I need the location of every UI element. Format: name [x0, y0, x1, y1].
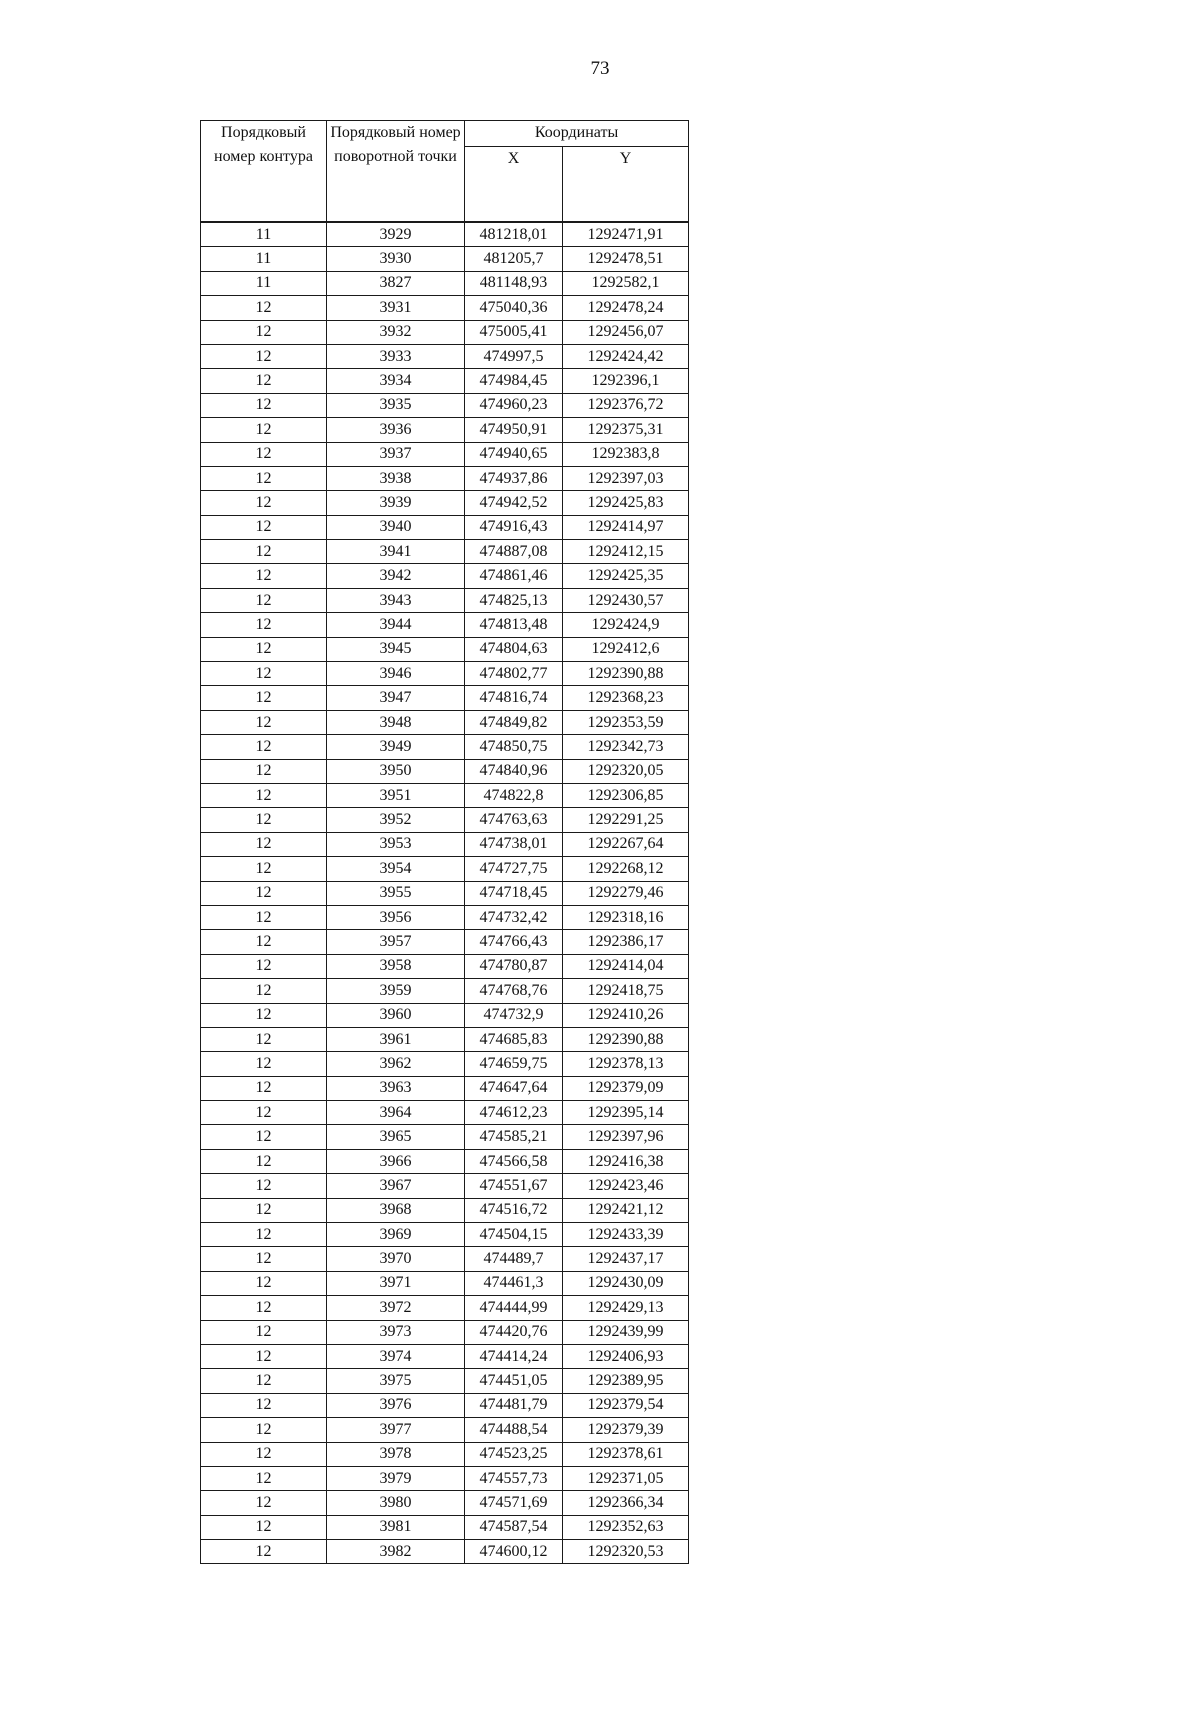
cell-x: 474813,48	[465, 613, 563, 637]
table-row	[201, 1125, 689, 1149]
table-row	[201, 491, 689, 515]
header-x: X	[465, 147, 563, 223]
cell-contour: 12	[201, 296, 327, 320]
cell-y: 1292429,13	[563, 1296, 689, 1320]
cell-point: 3957	[327, 930, 465, 954]
cell-x: 474916,43	[465, 515, 563, 539]
cell-contour: 12	[201, 735, 327, 759]
cell-point: 3943	[327, 588, 465, 612]
cell-y: 1292439,99	[563, 1320, 689, 1344]
cell-x: 474451,05	[465, 1369, 563, 1393]
cell-contour: 12	[201, 808, 327, 832]
cell-x: 474587,54	[465, 1515, 563, 1539]
cell-point: 3961	[327, 1027, 465, 1051]
cell-y: 1292397,96	[563, 1125, 689, 1149]
cell-y: 1292425,83	[563, 491, 689, 515]
cell-contour: 12	[201, 1247, 327, 1271]
cell-point: 3937	[327, 442, 465, 466]
cell-contour: 12	[201, 710, 327, 734]
cell-contour: 12	[201, 686, 327, 710]
cell-x: 475005,41	[465, 320, 563, 344]
cell-point: 3977	[327, 1418, 465, 1442]
cell-point: 3954	[327, 857, 465, 881]
table-row	[201, 1223, 689, 1247]
table-row	[201, 1540, 689, 1564]
cell-point: 3948	[327, 710, 465, 734]
cell-point: 3950	[327, 759, 465, 783]
cell-x: 474685,83	[465, 1027, 563, 1051]
cell-contour: 12	[201, 491, 327, 515]
table-row	[201, 1296, 689, 1320]
cell-y: 1292366,34	[563, 1491, 689, 1515]
cell-y: 1292379,54	[563, 1393, 689, 1417]
table-row	[201, 1491, 689, 1515]
cell-x: 474727,75	[465, 857, 563, 881]
cell-contour: 12	[201, 588, 327, 612]
cell-point: 3946	[327, 662, 465, 686]
cell-point: 3947	[327, 686, 465, 710]
cell-y: 1292390,88	[563, 1027, 689, 1051]
cell-x: 474861,46	[465, 564, 563, 588]
cell-point: 3962	[327, 1052, 465, 1076]
cell-y: 1292395,14	[563, 1101, 689, 1125]
cell-point: 3934	[327, 369, 465, 393]
table-row	[201, 564, 689, 588]
cell-y: 1292478,51	[563, 247, 689, 271]
cell-x: 474780,87	[465, 954, 563, 978]
cell-x: 481218,01	[465, 222, 563, 247]
cell-y: 1292582,1	[563, 271, 689, 295]
cell-point: 3973	[327, 1320, 465, 1344]
cell-contour: 12	[201, 466, 327, 490]
cell-x: 474804,63	[465, 637, 563, 661]
cell-x: 474768,76	[465, 979, 563, 1003]
table-row	[201, 710, 689, 734]
cell-contour: 12	[201, 1418, 327, 1442]
table-row	[201, 271, 689, 295]
cell-y: 1292397,03	[563, 466, 689, 490]
table-row	[201, 1320, 689, 1344]
table-row	[201, 1174, 689, 1198]
cell-point: 3949	[327, 735, 465, 759]
cell-y: 1292386,17	[563, 930, 689, 954]
cell-contour: 12	[201, 564, 327, 588]
cell-point: 3972	[327, 1296, 465, 1320]
cell-x: 474557,73	[465, 1466, 563, 1490]
table-row	[201, 1247, 689, 1271]
cell-point: 3932	[327, 320, 465, 344]
table-row	[201, 905, 689, 929]
cell-x: 474816,74	[465, 686, 563, 710]
cell-contour: 12	[201, 1052, 327, 1076]
cell-y: 1292320,05	[563, 759, 689, 783]
cell-point: 3936	[327, 418, 465, 442]
cell-contour: 12	[201, 783, 327, 807]
cell-y: 1292389,95	[563, 1369, 689, 1393]
cell-y: 1292433,39	[563, 1223, 689, 1247]
cell-x: 474420,76	[465, 1320, 563, 1344]
cell-point: 3970	[327, 1247, 465, 1271]
cell-x: 474802,77	[465, 662, 563, 686]
cell-y: 1292416,38	[563, 1149, 689, 1173]
cell-point: 3955	[327, 881, 465, 905]
cell-contour: 12	[201, 1003, 327, 1027]
table-row	[201, 954, 689, 978]
cell-y: 1292342,73	[563, 735, 689, 759]
cell-y: 1292379,09	[563, 1076, 689, 1100]
table-row	[201, 1149, 689, 1173]
cell-point: 3964	[327, 1101, 465, 1125]
table-row	[201, 979, 689, 1003]
table-row	[201, 1344, 689, 1368]
cell-x: 474997,5	[465, 344, 563, 368]
cell-point: 3976	[327, 1393, 465, 1417]
cell-y: 1292406,93	[563, 1344, 689, 1368]
cell-y: 1292425,35	[563, 564, 689, 588]
cell-contour: 12	[201, 1442, 327, 1466]
cell-contour: 12	[201, 905, 327, 929]
cell-contour: 12	[201, 662, 327, 686]
page-number: 73	[590, 58, 610, 79]
cell-y: 1292279,46	[563, 881, 689, 905]
table-row	[201, 296, 689, 320]
cell-x: 474825,13	[465, 588, 563, 612]
cell-contour: 12	[201, 1076, 327, 1100]
table-row	[201, 1369, 689, 1393]
cell-x: 474763,63	[465, 808, 563, 832]
cell-x: 474481,79	[465, 1393, 563, 1417]
table-row	[201, 466, 689, 490]
cell-contour: 12	[201, 1271, 327, 1295]
cell-y: 1292291,25	[563, 808, 689, 832]
cell-y: 1292396,1	[563, 369, 689, 393]
table-row	[201, 662, 689, 686]
cell-x: 474732,42	[465, 905, 563, 929]
cell-x: 475040,36	[465, 296, 563, 320]
cell-x: 474766,43	[465, 930, 563, 954]
cell-y: 1292352,63	[563, 1515, 689, 1539]
cell-contour: 12	[201, 1540, 327, 1564]
cell-point: 3938	[327, 466, 465, 490]
cell-contour: 12	[201, 1296, 327, 1320]
header-y: Y	[563, 147, 689, 223]
cell-x: 474738,01	[465, 832, 563, 856]
table-row	[201, 1198, 689, 1222]
cell-y: 1292410,26	[563, 1003, 689, 1027]
cell-x: 474523,25	[465, 1442, 563, 1466]
cell-contour: 12	[201, 1344, 327, 1368]
header-contour-number: Порядковый номер контура	[201, 121, 327, 223]
cell-x: 474585,21	[465, 1125, 563, 1149]
cell-y: 1292412,15	[563, 540, 689, 564]
cell-x: 474571,69	[465, 1491, 563, 1515]
cell-x: 474950,91	[465, 418, 563, 442]
cell-x: 474732,9	[465, 1003, 563, 1027]
cell-contour: 12	[201, 637, 327, 661]
table-row	[201, 881, 689, 905]
table-row	[201, 515, 689, 539]
cell-point: 3979	[327, 1466, 465, 1490]
table-row	[201, 735, 689, 759]
cell-x: 474414,24	[465, 1344, 563, 1368]
cell-contour: 12	[201, 1491, 327, 1515]
cell-y: 1292379,39	[563, 1418, 689, 1442]
header-coordinates: Координаты	[465, 121, 689, 147]
cell-x: 474942,52	[465, 491, 563, 515]
cell-y: 1292471,91	[563, 222, 689, 247]
cell-x: 474489,7	[465, 1247, 563, 1271]
cell-contour: 12	[201, 442, 327, 466]
cell-point: 3968	[327, 1198, 465, 1222]
cell-point: 3931	[327, 296, 465, 320]
table-row	[201, 1442, 689, 1466]
cell-contour: 12	[201, 393, 327, 417]
cell-point: 3974	[327, 1344, 465, 1368]
cell-x: 474444,99	[465, 1296, 563, 1320]
cell-point: 3930	[327, 247, 465, 271]
cell-contour: 12	[201, 857, 327, 881]
cell-x: 481148,93	[465, 271, 563, 295]
table-row	[201, 393, 689, 417]
cell-x: 474551,67	[465, 1174, 563, 1198]
cell-contour: 12	[201, 613, 327, 637]
cell-contour: 12	[201, 930, 327, 954]
table-row	[201, 442, 689, 466]
cell-point: 3951	[327, 783, 465, 807]
cell-contour: 12	[201, 320, 327, 344]
table-row	[201, 857, 689, 881]
cell-x: 474612,23	[465, 1101, 563, 1125]
cell-contour: 12	[201, 1101, 327, 1125]
cell-contour: 12	[201, 540, 327, 564]
cell-x: 474461,3	[465, 1271, 563, 1295]
cell-contour: 12	[201, 1198, 327, 1222]
table-header	[201, 121, 689, 223]
cell-x: 474504,15	[465, 1223, 563, 1247]
cell-point: 3958	[327, 954, 465, 978]
cell-y: 1292421,12	[563, 1198, 689, 1222]
cell-y: 1292414,97	[563, 515, 689, 539]
cell-contour: 11	[201, 247, 327, 271]
cell-x: 474488,54	[465, 1418, 563, 1442]
cell-point: 3941	[327, 540, 465, 564]
table-row	[201, 613, 689, 637]
table-row	[201, 1101, 689, 1125]
cell-point: 3978	[327, 1442, 465, 1466]
cell-contour: 12	[201, 759, 327, 783]
cell-x: 474937,86	[465, 466, 563, 490]
cell-x: 474840,96	[465, 759, 563, 783]
cell-y: 1292456,07	[563, 320, 689, 344]
cell-contour: 12	[201, 1027, 327, 1051]
table-row	[201, 247, 689, 271]
cell-y: 1292368,23	[563, 686, 689, 710]
table-row	[201, 1418, 689, 1442]
cell-contour: 11	[201, 222, 327, 247]
cell-x: 474822,8	[465, 783, 563, 807]
cell-y: 1292268,12	[563, 857, 689, 881]
cell-point: 3942	[327, 564, 465, 588]
cell-contour: 12	[201, 1149, 327, 1173]
cell-point: 3929	[327, 222, 465, 247]
cell-point: 3945	[327, 637, 465, 661]
cell-point: 3965	[327, 1125, 465, 1149]
table-row	[201, 344, 689, 368]
table-row	[201, 832, 689, 856]
cell-y: 1292267,64	[563, 832, 689, 856]
cell-x: 474887,08	[465, 540, 563, 564]
table-row	[201, 540, 689, 564]
cell-y: 1292430,09	[563, 1271, 689, 1295]
table-row	[201, 1271, 689, 1295]
cell-y: 1292378,13	[563, 1052, 689, 1076]
table-row	[201, 1515, 689, 1539]
cell-point: 3933	[327, 344, 465, 368]
cell-point: 3935	[327, 393, 465, 417]
cell-contour: 12	[201, 1466, 327, 1490]
header-point-number: Порядковый номер поворотной точки	[327, 121, 465, 223]
cell-y: 1292378,61	[563, 1442, 689, 1466]
cell-contour: 12	[201, 1320, 327, 1344]
cell-contour: 12	[201, 1515, 327, 1539]
cell-contour: 12	[201, 1125, 327, 1149]
cell-contour: 12	[201, 832, 327, 856]
table-row	[201, 1393, 689, 1417]
cell-y: 1292371,05	[563, 1466, 689, 1490]
table-row	[201, 222, 689, 247]
cell-contour: 12	[201, 515, 327, 539]
cell-x: 474659,75	[465, 1052, 563, 1076]
coordinates-table	[200, 120, 689, 1564]
cell-y: 1292478,24	[563, 296, 689, 320]
table-row	[201, 320, 689, 344]
cell-y: 1292320,53	[563, 1540, 689, 1564]
cell-contour: 12	[201, 881, 327, 905]
cell-point: 3975	[327, 1369, 465, 1393]
cell-y: 1292383,8	[563, 442, 689, 466]
cell-contour: 12	[201, 1369, 327, 1393]
cell-contour: 12	[201, 1174, 327, 1198]
cell-x: 474600,12	[465, 1540, 563, 1564]
cell-point: 3980	[327, 1491, 465, 1515]
cell-x: 474647,64	[465, 1076, 563, 1100]
cell-y: 1292414,04	[563, 954, 689, 978]
table-row	[201, 759, 689, 783]
cell-x: 474850,75	[465, 735, 563, 759]
table-row	[201, 1076, 689, 1100]
cell-x: 481205,7	[465, 247, 563, 271]
table-row	[201, 808, 689, 832]
table-row	[201, 418, 689, 442]
cell-point: 3960	[327, 1003, 465, 1027]
cell-point: 3982	[327, 1540, 465, 1564]
table-row	[201, 686, 689, 710]
cell-point: 3969	[327, 1223, 465, 1247]
cell-y: 1292318,16	[563, 905, 689, 929]
cell-x: 474984,45	[465, 369, 563, 393]
cell-y: 1292430,57	[563, 588, 689, 612]
cell-point: 3959	[327, 979, 465, 1003]
cell-point: 3944	[327, 613, 465, 637]
cell-point: 3939	[327, 491, 465, 515]
cell-contour: 12	[201, 979, 327, 1003]
table-row	[201, 588, 689, 612]
cell-point: 3966	[327, 1149, 465, 1173]
table-row	[201, 1027, 689, 1051]
cell-point: 3963	[327, 1076, 465, 1100]
table-body	[201, 222, 689, 1564]
cell-y: 1292306,85	[563, 783, 689, 807]
cell-y: 1292376,72	[563, 393, 689, 417]
cell-contour: 12	[201, 369, 327, 393]
cell-y: 1292423,46	[563, 1174, 689, 1198]
cell-x: 474849,82	[465, 710, 563, 734]
cell-x: 474718,45	[465, 881, 563, 905]
cell-y: 1292390,88	[563, 662, 689, 686]
table-row	[201, 1466, 689, 1490]
cell-x: 474566,58	[465, 1149, 563, 1173]
table-row	[201, 637, 689, 661]
cell-point: 3981	[327, 1515, 465, 1539]
cell-contour: 12	[201, 1393, 327, 1417]
table-row	[201, 1052, 689, 1076]
cell-y: 1292375,31	[563, 418, 689, 442]
cell-contour: 12	[201, 954, 327, 978]
cell-y: 1292418,75	[563, 979, 689, 1003]
cell-contour: 11	[201, 271, 327, 295]
cell-x: 474516,72	[465, 1198, 563, 1222]
cell-point: 3827	[327, 271, 465, 295]
cell-point: 3953	[327, 832, 465, 856]
cell-y: 1292424,9	[563, 613, 689, 637]
cell-contour: 12	[201, 1223, 327, 1247]
cell-y: 1292353,59	[563, 710, 689, 734]
table-row	[201, 369, 689, 393]
cell-point: 3956	[327, 905, 465, 929]
cell-x: 474940,65	[465, 442, 563, 466]
cell-y: 1292424,42	[563, 344, 689, 368]
table-row	[201, 1003, 689, 1027]
table-row	[201, 783, 689, 807]
cell-point: 3967	[327, 1174, 465, 1198]
table-row	[201, 930, 689, 954]
cell-contour: 12	[201, 418, 327, 442]
cell-point: 3952	[327, 808, 465, 832]
cell-point: 3940	[327, 515, 465, 539]
cell-x: 474960,23	[465, 393, 563, 417]
cell-point: 3971	[327, 1271, 465, 1295]
cell-y: 1292412,6	[563, 637, 689, 661]
cell-y: 1292437,17	[563, 1247, 689, 1271]
cell-contour: 12	[201, 344, 327, 368]
